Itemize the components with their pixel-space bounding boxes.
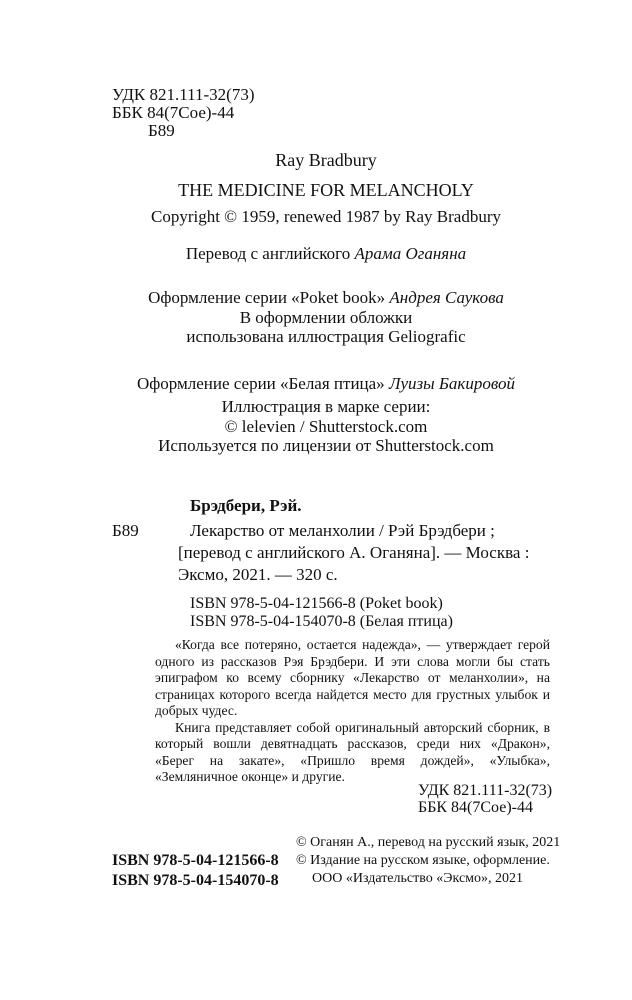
annotation-paragraph-1: «Когда все потерянo, остается надежда», — утверждает герой одного из рассказов Рэя Брэдбери. И эти слова могли бы стать эпиграфом ко всему сборнику «Лекарство от меланхолии», на страницах которого всегда найдется место для грустных улыбок и добрых чудес. (155, 637, 550, 718)
catalog-line-1: Лекарство от меланхолии / Рэй Брэдбери ; (190, 521, 495, 540)
title-english: THE MEDICINE FOR MELANCHOLY (178, 180, 474, 200)
cover-line-1: В оформлении обложки (239, 308, 413, 327)
catalog-isbn-1: ISBN 978-5-04-121566-8 (Poket book) (190, 595, 443, 612)
mark-line-2: © lelevien / Shutterstock.com (224, 417, 428, 436)
catalog-author-heading: Брэдбери, Рэй. (190, 496, 302, 515)
bbk-bottom: ББК 84(7Сое)-44 (418, 799, 533, 816)
mark-line-3: Используется по лицензии от Shutterstock.com (158, 436, 494, 455)
copyright-line: Copyright © 1959, renewed 1987 by Ray Bradbury (150, 207, 502, 226)
poket-designer: Андрея Саукова (389, 288, 504, 307)
catalog-line-3: Эксмо, 2021. — 320 с. (178, 565, 338, 584)
footer-isbn-1: ISBN 978-5-04-121566-8 (112, 852, 279, 869)
udk-bottom: УДК 821.111-32(73) (418, 782, 553, 799)
translation-line (0, 245, 632, 262)
belaya-designer: Луизы Бакировой (388, 374, 516, 393)
translation-prefix: Перевод с английского (185, 244, 351, 263)
annotation (155, 637, 550, 786)
belaya-design-prefix: Оформление серии «Белая птица» (136, 374, 385, 393)
catalog-code: Б89 (112, 521, 139, 540)
author-english: Ray Bradbury (275, 150, 377, 170)
poket-design-line (0, 289, 632, 306)
footer-copyright-2: © Издание на русском языке, оформление. (296, 853, 550, 868)
catalog-line-2: [перевод с английского А. Оганяна]. — Москва : (178, 543, 530, 562)
bbk-top: ББК 84(7Сое)-44 (112, 103, 235, 122)
mark-line-1: Иллюстрация в марке серии: (221, 397, 431, 416)
translator-name: Арама Оганяна (354, 244, 467, 263)
poket-design-prefix: Оформление серии «Poket book» (148, 288, 386, 307)
footer-isbn-2: ISBN 978-5-04-154070-8 (112, 872, 279, 889)
cover-line-2: использована иллюстрация Geliografic (186, 327, 466, 346)
footer-copyright-3: ООО «Издательство «Эксмо», 2021 (312, 871, 524, 886)
footer-copyright-1: © Оганян А., перевод на русский язык, 2021 (296, 835, 561, 850)
udk-top: УДК 821.111-32(73) (112, 85, 255, 104)
belaya-design-line (0, 375, 632, 392)
catalog-isbn-2: ISBN 978-5-04-154070-8 (Белая птица) (190, 613, 453, 630)
annotation-paragraph-2: Книга представляет собой оригинальный авторский сборник, в который вошли девятнадцать рассказов, среди них «Дракон», «Берег на закате», «Пришло время дождей», «Улыбка», «Земляничное оконце» и другие. (155, 719, 550, 784)
author-code-top: Б89 (148, 121, 175, 140)
